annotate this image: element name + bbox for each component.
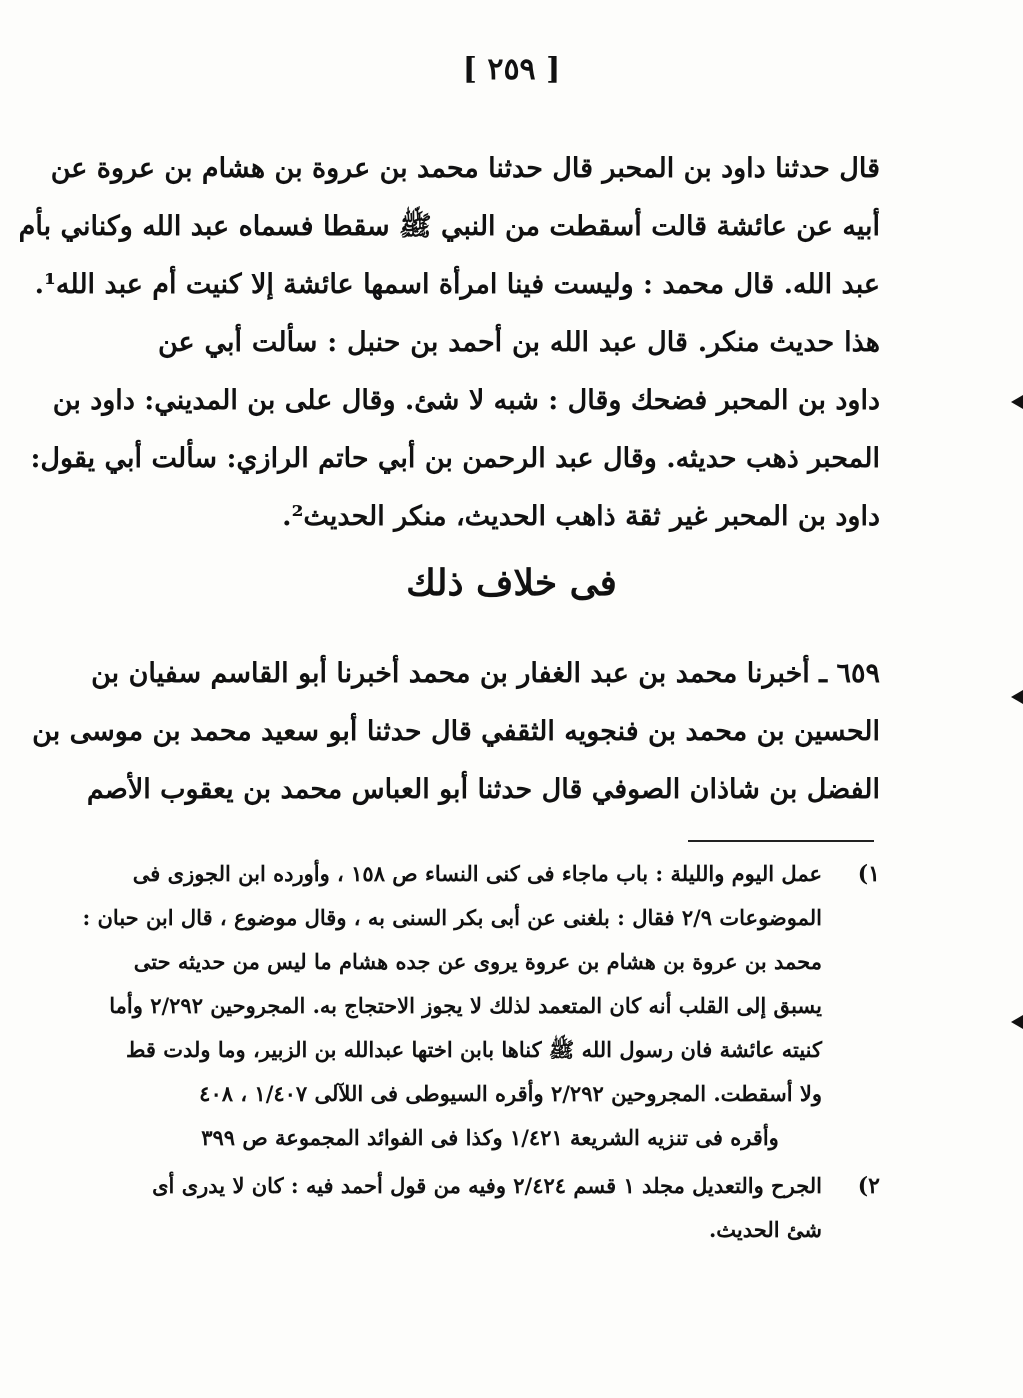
footnote-line: عمل اليوم والليلة : باب ماجاء فى كنى النساء ص ١٥٨ ، وأورده ابن الجوزى فى bbox=[132, 861, 822, 886]
footnote-line: الموضوعات ٢/٩ فقال : بلغنى عن أبى بكر السنى به ، وقال موضوع ، قال ابن حبان : bbox=[82, 905, 822, 930]
scan-edge-mark bbox=[1011, 1015, 1023, 1029]
text-line: هذا حديث منكر. قال عبد الله بن أحمد بن حنبل : سألت أبي عن bbox=[158, 327, 880, 358]
footnote-line: الجرح والتعديل مجلد ١ قسم ٢/٤٢٤ وفيه من قول أحمد فيه : كان لا يدرى أى bbox=[152, 1173, 822, 1198]
text-line: داود بن المحبر غير ثقة ذاهب الحديث، منكر الحديث². bbox=[282, 501, 880, 532]
footnote-line: محمد بن عروة بن هشام بن عروة يروى عن جده هشام ما ليس من حديثه حتى bbox=[133, 949, 822, 974]
footnote-1 bbox=[82, 852, 880, 1160]
footnote-line: كنيته عائشة فان رسول الله ﷺ كناها بابن اختها عبدالله بن الزبير، وما ولدت قط bbox=[125, 1037, 822, 1062]
page-number: [ ٢٥٩ ] bbox=[462, 52, 561, 87]
footnote-line: يسبق إلى القلب أنه كان المتعمد لذلك لا يجوز الاحتجاج به. المجروحين ٢/٢٩٢ وأما bbox=[109, 993, 822, 1018]
footnote-separator bbox=[688, 840, 874, 842]
footnote-number: ٢) bbox=[857, 1173, 880, 1199]
text-line: داود بن المحبر فضحك وقال : شبه لا شئ. وقال على بن المديني: داود بن bbox=[52, 385, 880, 416]
footnote-line: ولا أسقطت. المجروحين ٢/٢٩٢ وأقره السيوطى فى اللآلى ١/٤٠٧ ، ٤٠٨ bbox=[199, 1081, 822, 1106]
text-line: عبد الله. قال محمد : وليست فينا امرأة اسمها عائشة إلا كنيت أم عبد الله¹. bbox=[34, 269, 880, 300]
footnote-2 bbox=[152, 1164, 880, 1252]
footnote-line: شئ الحديث. bbox=[709, 1217, 822, 1242]
hadith-text-block bbox=[32, 645, 880, 819]
text-line: أبيه عن عائشة قالت أسقطت من النبي ﷺ سقطا فسماه عبد الله وكناني بأم bbox=[18, 211, 880, 242]
text-line: الحسين بن محمد بن فنجويه الثقفي قال حدثنا أبو سعيد محمد بن موسى بن bbox=[32, 716, 880, 747]
scan-edge-mark bbox=[1011, 690, 1023, 704]
text-line: قال حدثنا داود بن المحبر قال حدثنا محمد بن عروة بن هشام بن عروة عن bbox=[50, 153, 880, 184]
scan-edge-mark bbox=[1011, 395, 1023, 409]
text-line: الفضل بن شاذان الصوفي قال حدثنا أبو العباس محمد بن يعقوب الأصم bbox=[86, 774, 880, 805]
footnote-line: وأقره فى تنزيه الشريعة ١/٤٢١ وكذا فى الفوائد المجموعة ص ٣٩٩ bbox=[201, 1125, 779, 1150]
main-text-block bbox=[18, 140, 880, 546]
text-line: ٦٥٩ ـ أخبرنا محمد بن عبد الغفار بن محمد أخبرنا أبو القاسم سفيان بن bbox=[91, 658, 880, 689]
section-heading: فى خلاف ذلك bbox=[406, 562, 617, 604]
footnotes-block bbox=[82, 852, 880, 1252]
footnote-number: ١) bbox=[857, 861, 880, 887]
text-line: المحبر ذهب حديثه. وقال عبد الرحمن بن أبي حاتم الرازي: سألت أبي يقول: bbox=[30, 443, 880, 474]
